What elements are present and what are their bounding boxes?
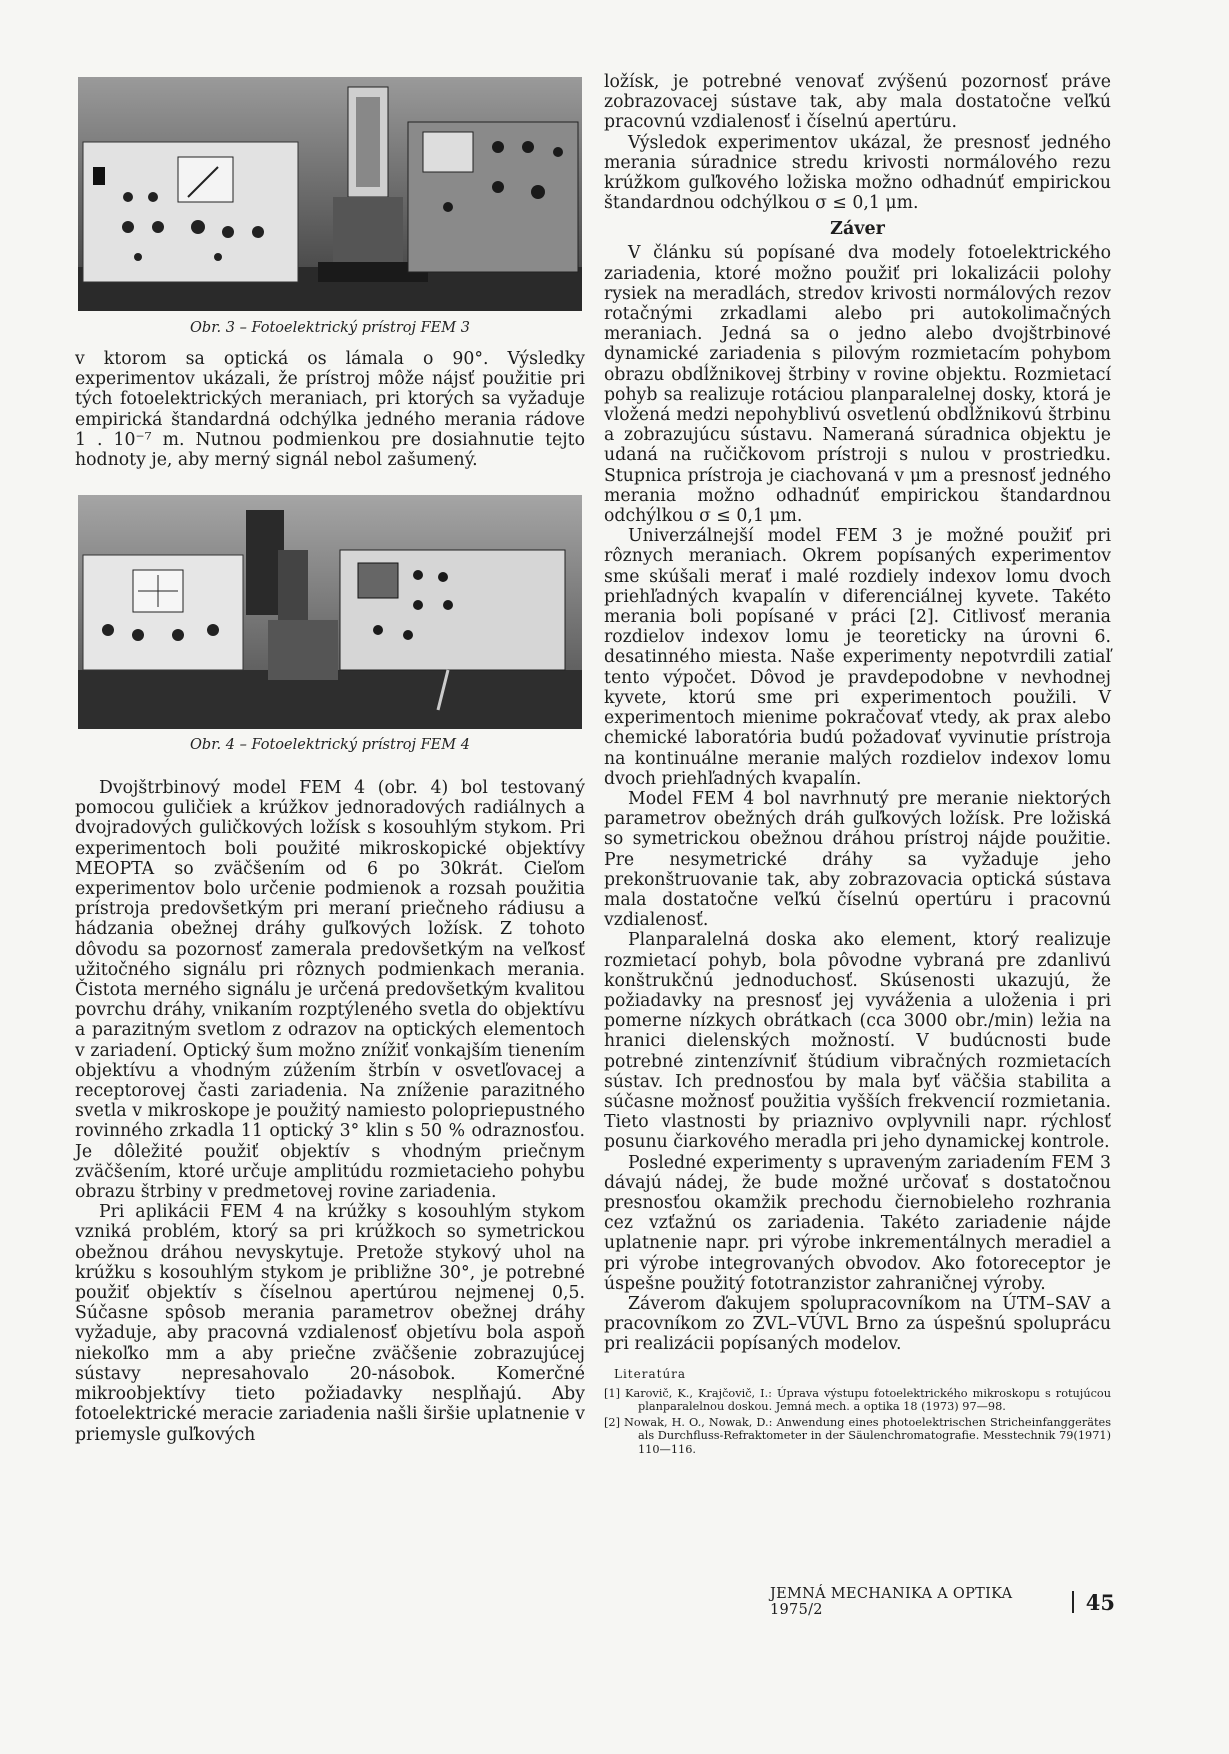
paragraph: Záverom ďakujem spolupracovníkom na ÚTM–SAV a pracovníkom zo ZVL–VÚVL Brno za úspešnú spoluprácu pri realizácii popísaných modelov. <box>604 1293 1111 1355</box>
paragraph: v ktorom sa optická os lámala o 90°. Výsledky experimentov ukázali, že prístroj môže nájsť použitie pri tých fotoelektrických meraniach, pri ktorých sa vyžaduje empirická štandardná odchýlka jedného merania rádove 1 . 10⁻⁷ m. Nutnou podmienkou pre dosiahnutie tejto hodnoty je, aby merný signál nebol zašumený. <box>75 349 585 471</box>
paragraph: Výsledok experimentov ukázal, že presnosť jedného merania súradnice stredu krivosti normálového rezu krúžkom guľkového ložiska možno odhadnúť empirickou štandardnou odchýlkou σ ≤ 0,1 μm. <box>604 132 1111 214</box>
paragraph: ložísk, je potrebné venovať zvýšenú pozornosť práve zobrazovacej sústave tak, aby mala dostatočne veľkú pracovnú vzdialenosť i číselnú apertúru. <box>604 72 1111 133</box>
right-column <box>604 72 1111 1458</box>
journal-name: JEMNÁ MECHANIKA A OPTIKA 1975/2 <box>770 1586 1013 1618</box>
figure-3-caption: Obr. 3 – Fotoelektrický prístroj FEM 3 <box>190 320 470 336</box>
paragraph: Posledné experimenty s upraveným zariadením FEM 3 dávajú nádej, že bude možné určovať s dostatočnou presnosťou okamžik prechodu čiernobieleho rozhrania cez vzťažnú os zariadenia. Takéto zariadenie nájde uplatnenie napr. pri výrobe inkrementálnych meradiel a pri výrobe integrovaných obvodov. Ako fotoreceptor je úspešne použitý fototranzistor zahraničnej výroby. <box>604 1152 1111 1294</box>
left-column-top <box>75 349 585 470</box>
figure-3-photo <box>78 77 582 311</box>
section-heading: Záver <box>830 219 885 240</box>
paragraph: Model FEM 4 bol navrhnutý pre meranie niektorých parametrov obežných dráh guľkových ložísk. Pre ložiská so symetrickou obežnou dráhou prístroj nájde použitie. Pre nesymetrické dráhy sa vyžaduje jeho prekonštruovanie tak, aby zobrazovacia optická sústava mala dostatočne veľkú číselnú opertúru i pracovnú vzdialenosť. <box>604 788 1111 931</box>
paragraph: Planparalelná doska ako element, ktorý realizuje rozmietací pohyb, bola pôvodne vybraná pre zdanlivú konštrukčnú jednoduchosť. Skúsenosti ukazujú, že požiadavky na presnosť jej vyváženia a uloženia i pri pomerne nízkych obrátkach (cca 3000 obr./min) ležia na hranici dielenských možností. V budúcnosti bude potrebné zintenzívniť štúdium vibračných rozmietacích sústav. Ich prednosťou by mala byť väčšia stabilita a súčasne možnosť použitia vyšších frekvencií rozmietania. Tieto vlastnosti by priaznivo ovplyvnili napr. rýchlosť posunu čiarkového meradla pri jeho dynamickej kontrole. <box>604 930 1111 1153</box>
literature-title: Literatúra <box>614 1366 687 1381</box>
paragraph: Dvojštrbinový model FEM 4 (obr. 4) bol testovaný pomocou guličiek a krúžkov jednoradových radiálnych a dvojradových guličkových ložísk s kosouhlým stykom. Pri experimentoch boli použité mikroskopické objektívy MEOPTA so zväčšením od 6 po 30krát. Cieľom experimentov bolo určenie podmienok a rozsah použitia prístroja predovšetkým pri meraní priečneho rádiusu a hádzania obežnej dráhy guľkových ložísk. Z tohoto dôvodu sa pozornosť zamerala predovšetkým na veľkosť užitočného signálu pri rôznych podmienkach merania. Čistota merného signálu je určená predovšetkým kvalitou povrchu dráhy, vnikaním rozptýleného svetla do objektívu a parazitným svetlom z odrazov na optických elementoch v zariadení. Optický šum možno znížiť vonkajším tienením objektívu a vhodným zúžením štrbín v osvetľovacej a receptorovej časti zariadenia. Na zníženie parazitného svetla v mikroskope je použitý namiesto polopriepustného rovinného zrkadla 11 optický 3° klin s 50 % odraznosťou. Je dôležité použiť objektív s vhodným priečnym zväčšením, ktoré určuje amplitúdu rozmietacieho pohybu obrazu štrbiny v predmetovej rovine zariadenia. <box>75 778 585 1203</box>
footer-divider <box>1072 1591 1073 1613</box>
paragraph: Univerzálnejší model FEM 3 je možné použiť pri rôznych meraniach. Okrem popísaných experimentov sme skúšali merať i malé rozdiely indexov lomu dvoch priehľadných kvapalín v diferenciálnej kyvete. Takéto merania boli popísané v práci [2]. Citlivosť merania rozdielov indexov lomu je teoreticky na úrovni 6. desatinného miesta. Naše experimenty nepotvrdili zatiaľ tento výpočet. Dôvod je pravdepodobne v nevhodnej kyvete, ktorú sme pri experimentoch použili. V experimentoch mienime pokračovať vtedy, ak prax alebo chemické laboratória budú požadovať vyvinutie prístroja na kontinuálne meranie malých rozdielov indexov lomu dvoch priehľadných kvapalín. <box>604 526 1111 789</box>
reference-item: [2] Nowak, H. O., Nowak, D.: Anwendung eines photoelektrischen Stricheinfanggerätes als Durchfluss-Refraktometer in der Säulenchromatografie. Messtechnik 79(1971) 110—116. <box>604 1415 1111 1456</box>
paragraph: Pri aplikácii FEM 4 na krúžky s kosouhlým stykom vzniká problém, ktorý sa pri krúžkoch so symetrickou obežnou dráhou nevyskytuje. Pretože stykový uhol na krúžku s kosouhlým stykom je približne 30°, je potrebné použiť objektív s číselnou apertúrou nejmenej 0,5. Súčasne spôsob merania parametrov obežnej dráhy vyžaduje, aby pracovná vzdialenosť objetívu bola aspoň niekoľko mm a aby priečne zväčšenie zobrazujúcej sústavy nepresahovalo 20-násobok. Komerčné mikroobjektívy tieto požiadavky nesplňajú. Aby fotoelektrické meracie zariadenia našli širšie uplatnenie v priemysle guľkových <box>75 1202 585 1445</box>
left-column-bottom <box>75 778 585 1445</box>
page-number: 45 <box>1085 1589 1115 1615</box>
figure-4-caption: Obr. 4 – Fotoelektrický prístroj FEM 4 <box>190 737 470 753</box>
paragraph: V článku sú popísané dva modely fotoelektrického zariadenia, ktoré možno použiť pri lokalizácii polohy rysiek na meradlách, stredov krivosti normálových rezov rotačnými zrkadlami alebo pri autokolimačných meraniach. Jedná sa o jedno alebo dvojštrbinové dynamické zariadenia s pilovým rozmietacím pohybom obrazu obdĺžnikovej štrbiny v rovine objektu. Rozmietací pohyb sa realizuje rotáciou planparalelnej dosky, ktorá je vložená medzi nepohyblivú osvetlenú obdĺžnikovú štrbinu a zobrazujúcu sústavu. Nameraná súradnica objektu je udaná na ručičkovom prístroji s nulou v prostriedku. Stupnica prístroja je ciachovaná v μm a presnosť jedného merania možno odhadnúť empirickou štandardnou odchýlkou σ ≤ 0,1 μm. <box>604 243 1111 527</box>
page-footer <box>770 1586 1115 1618</box>
reference-item: [1] Karovič, K., Krajčovič, I.: Úprava výstupu fotoelektrického mikroskopu s rotujúcou planparalelnou doskou. Jemná mech. a optika 18 (1973) 97—98. <box>604 1386 1111 1414</box>
figure-4-photo <box>78 495 582 729</box>
